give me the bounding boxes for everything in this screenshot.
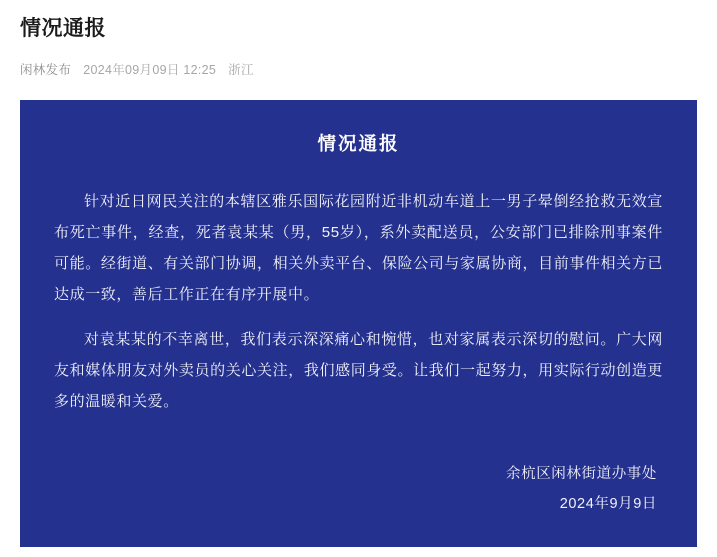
meta-timestamp: 2024年09月09日 12:25 [83,63,217,77]
article-page [0,14,717,557]
notice-paragraph: 针对近日网民关注的本辖区雅乐国际花园附近非机动车道上一男子晕倒经抢救无效宣布死亡事件，经查，死者袁某某（男，55岁），系外卖配送员，公安部门已排除刑事案件可能。经街道、有关部门协调，相关外卖平台、保险公司与家属协商，目前事件相关方已达成一致，善后工作正在有序开展中。 [54,193,663,303]
signature-organization: 余杭区闲林街道办事处 [506,466,657,482]
page-title: 情况通报 [20,17,106,40]
meta-location: 浙江 [228,63,254,77]
notice-signature [54,459,663,519]
article-meta [20,60,697,78]
notice-card [20,100,697,547]
meta-source: 闲林发布 [20,63,72,77]
notice-heading: 情况通报 [317,133,400,154]
notice-paragraph: 对袁某某的不幸离世，我们表示深深痛心和惋惜，也对家属表示深切的慰问。广大网友和媒体朋友对外卖员的关心关注，我们感同身受。让我们一起努力，用实际行动创造更多的温暖和关爱。 [54,331,663,410]
signature-date: 2024年9月9日 [559,496,657,512]
